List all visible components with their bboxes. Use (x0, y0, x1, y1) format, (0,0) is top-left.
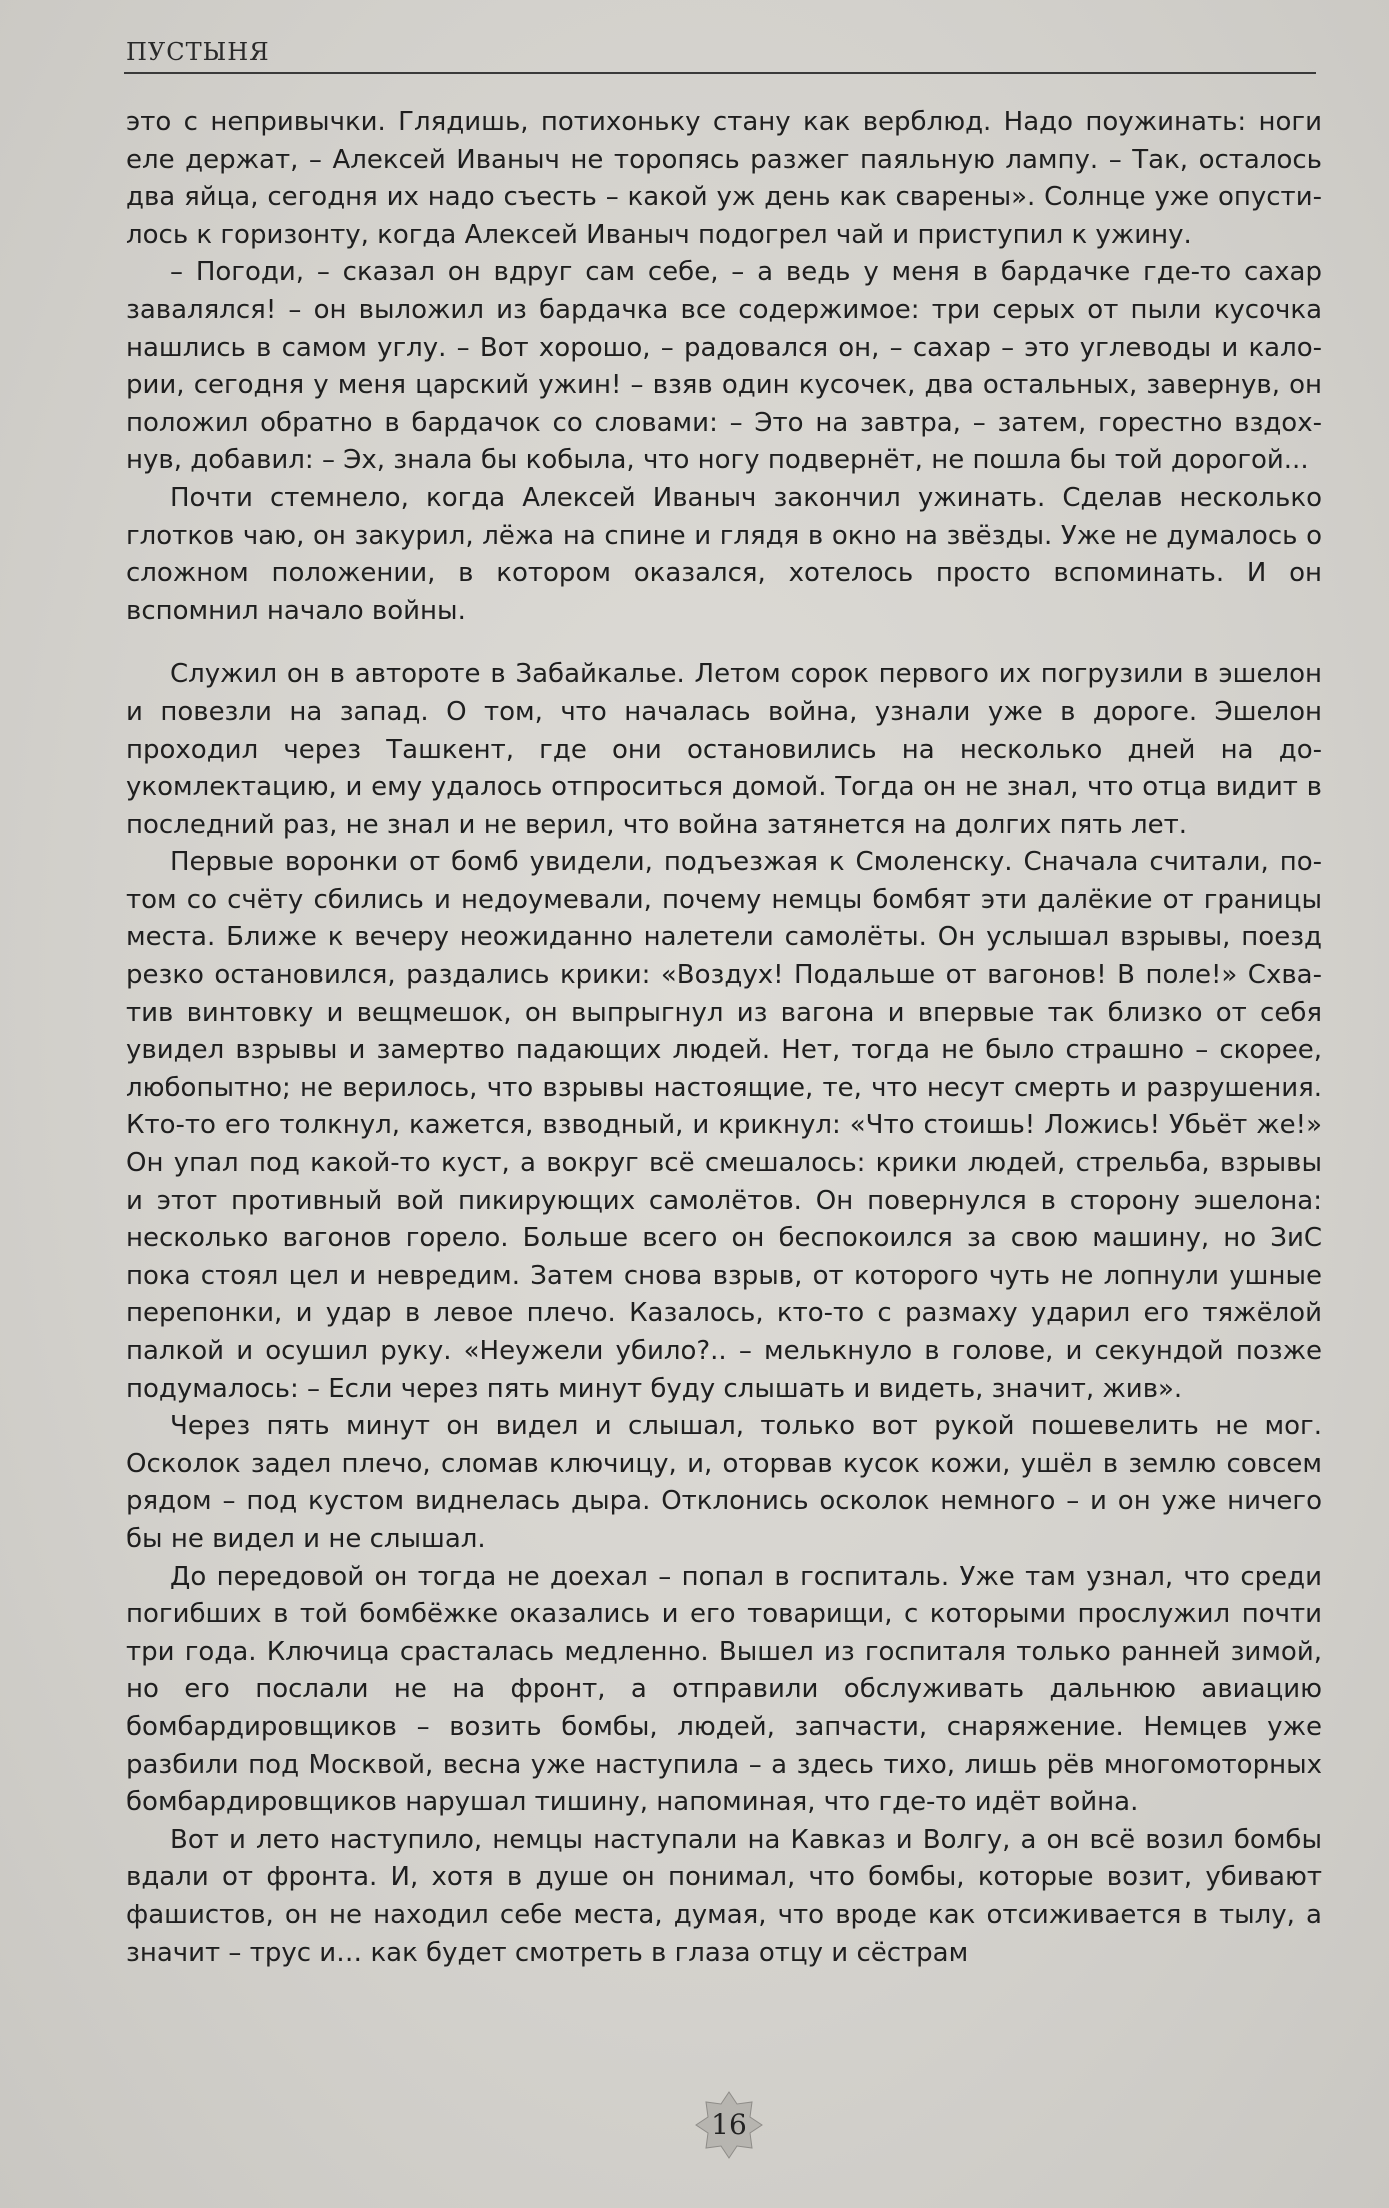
paragraph-4: Служил он в автороте в Забайкалье. Летом сорок первого их погрузили в эшелон и повезли на запад. О том, что началась война, узнали уже в дороге. Эшелон проходил через Ташкент, где они остановились на несколько дней на доукомлектацию, и ему удалось отпроситься домой. Тогда он не знал, что отца видит в последний раз, не знал и не верил, что война затянется на долгих пять лет. (126, 659, 1322, 840)
body-text (126, 104, 1322, 1972)
page-number: 16 (711, 2108, 747, 2141)
paragraph-8: Вот и лето наступило, немцы наступали на Кавказ и Волгу, а он всё возил бомбы вдали от фронта. И, хотя в душе он понимал, что бомбы, которые возит, убивают фашистов, он не находил себе места, думая, что вроде как отсиживается в тылу, а значит – трус и… как будет смотреть в глаза отцу и сёстрам (126, 1824, 1322, 1968)
paragraph-3: Почти стемнело, когда Алексей Иваныч закончил ужинать. Сделав несколько глотков чаю, он закурил, лёжа на спине и глядя в окно на звёзды. Уже не думалось о сложном положении, в котором оказался, хотелось просто вспоминать. И он вспомнил начало войны. (126, 482, 1322, 626)
paragraph-7: До передовой он тогда не доехал – попал в госпиталь. Уже там узнал, что среди погибших в той бомбёжке оказались и его товарищи, с которыми прослужил почти три года. Ключица срасталась медленно. Вышел из госпиталя только ранней зимой, но его послали не на фронт, а отправили обслуживать дальнюю авиацию бомбардировщиков – возить бомбы, людей, запчасти, снаряжение. Немцев уже разбили под Москвой, весна уже наступила – а здесь тихо, лишь рёв многомоторных бомбардировщиков нарушал тишину, напоминая, что где-то идёт война. (126, 1561, 1322, 1818)
paragraph-5: Первые воронки от бомб увидели, подъезжая к Смоленску. Сначала считали, потом со счёту сбились и недоумевали, почему немцы бомбят эти далёкие от границы места. Ближе к вечеру неожиданно налетели самолёты. Он услышал взрывы, поезд резко остановился, раздались крики: «Воздух! Подальше от вагонов! В поле!» Схватив винтовку и вещмешок, он выпрыгнул из вагона и впервые так близко от себя увидел взрывы и замертво падающих людей. Нет, тогда не было страшно – скорее, любопытно; не верилось, что взрывы настоящие, те, что несут смерть и разрушения. Кто-то его толкнул, кажется, взводный, и крикнул: «Что стоишь! Ложись! Убьёт же!» Он упал под какой-то куст, а вокруг всё смешалось: крики людей, стрельба, взрывы и этот противный вой пикирующих самолётов. Он повернулся в сторону эшелона: несколько вагонов горело. Больше всего он беспокоился за свою машину, но ЗиС пока стоял цел и невредим. Затем снова взрыв, от которого чуть не лопнули ушные перепонки, и удар в левое плечо. Казалось, кто-то с размаху ударил его тяжёлой палкой и осушил руку. «Неужели убило?.. – мелькнуло в голове, и секундой позже подумалось: – Если через пять минут буду слышать и видеть, значит, жив». (126, 847, 1322, 1404)
page-header (124, 36, 1316, 74)
page-number-badge (694, 2090, 764, 2160)
paragraph-1: это с непривычки. Глядишь, потихоньку стану как верблюд. Надо поужинать: ноги еле держат, – Алексей Иваныч не торопясь разжег паяльную лампу. – Так, осталось два яйца, сегодня их надо съесть – какой уж день как сварены». Солнце уже опустилось к горизонту, когда Алексей Иваныч подогрел чай и приступил к ужину. (126, 107, 1322, 250)
paragraph-2: – Погоди, – сказал он вдруг сам себе, – а ведь у меня в бардачке где-то сахар завалялся! – он выложил из бардачка все содержимое: три серых от пыли кусочка нашлись в самом углу. – Вот хорошо, – радовался он, – сахар – это углеводы и калории, сегодня у меня царский ужин! – взяв один кусочек, два остальных, завернув, он положил обратно в бардачок со словами: – Это на завтра, – затем, горестно вздохнув, добавил: – Эх, знала бы кобыла, что ногу подвернёт, не пошла бы той дорогой... (126, 257, 1322, 476)
paragraph-6: Через пять минут он видел и слышал, только вот рукой пошевелить не мог. Осколок задел плечо, сломав ключицу, и, оторвав кусок кожи, ушёл в землю совсем рядом – под кустом виднелась дыра. Отклонись осколок немного – и он уже ничего бы не видел и не слышал. (126, 1411, 1322, 1554)
running-head: ПУСТЫНЯ (126, 38, 270, 66)
